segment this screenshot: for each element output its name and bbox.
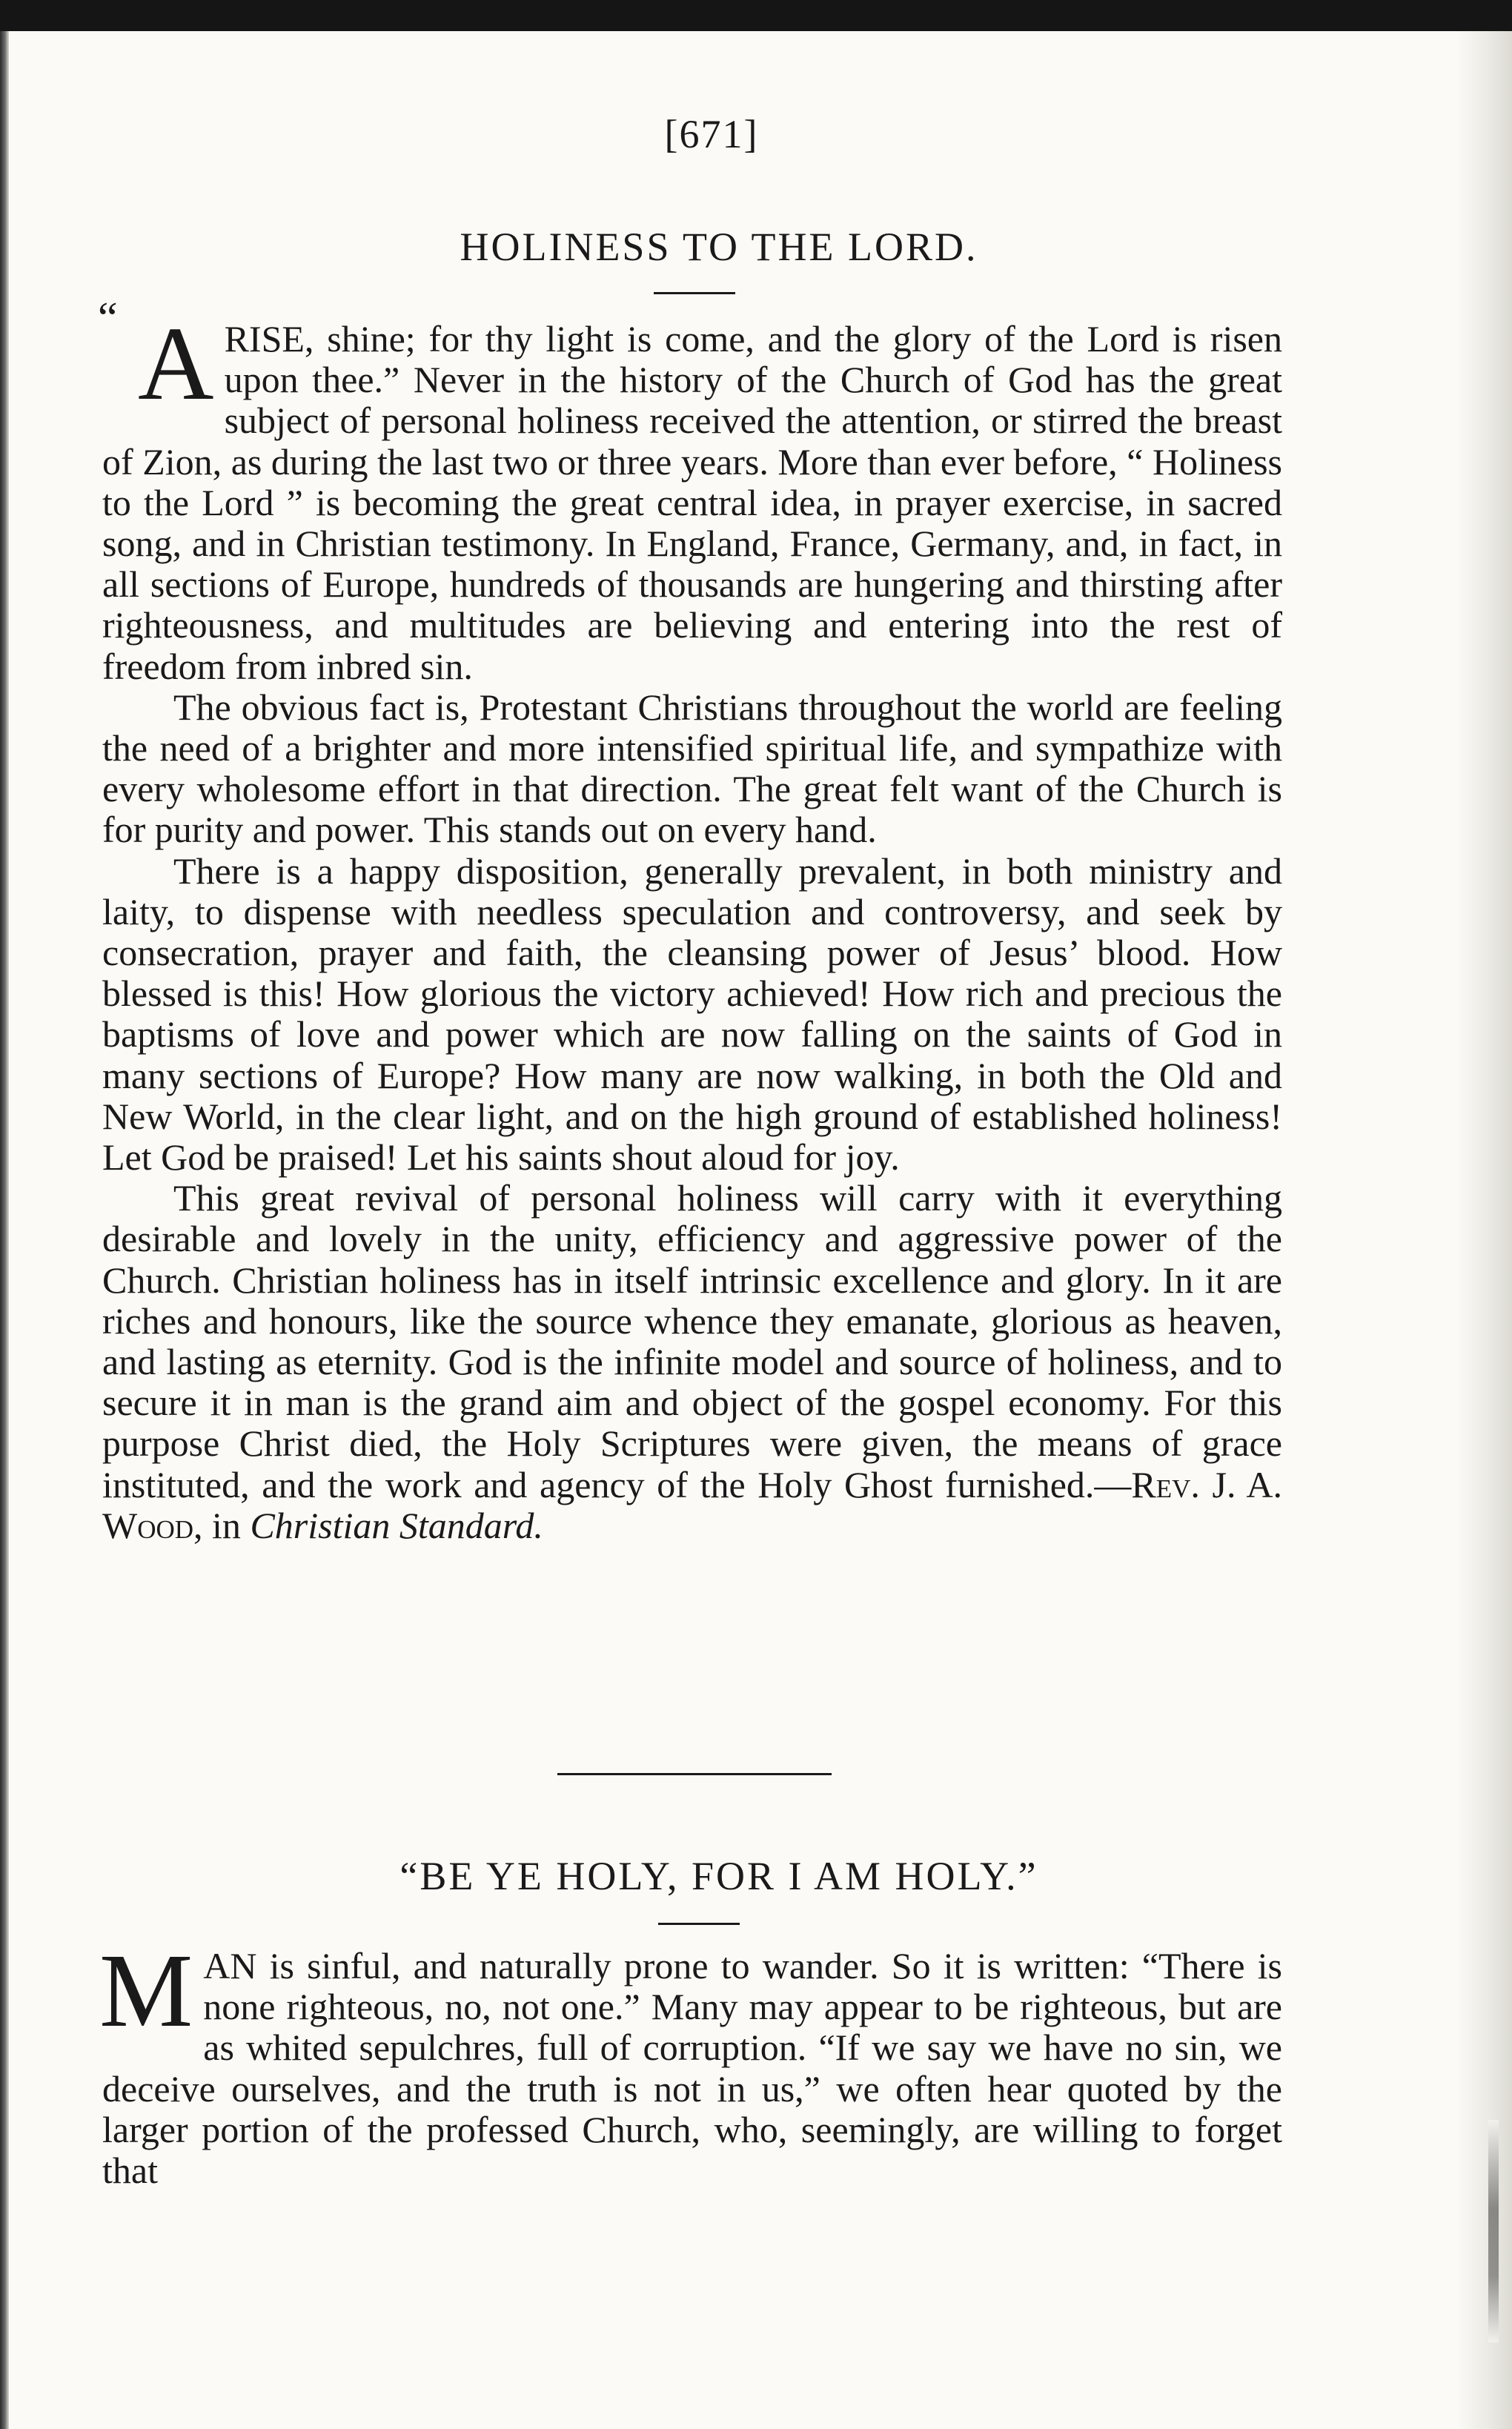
title-underline-2 <box>658 1923 740 1925</box>
article-be-ye-holy-paragraph-1 <box>99 1932 1282 2192</box>
section-divider <box>557 1773 832 1775</box>
author-joiner: , in <box>193 1504 251 1546</box>
paragraph-text: AN is sinful, and naturally prone to wander. So it is written: “There is none righteous, no, not one.” Many may appear to be righteous, but are as whited sepulchres, full of corruption. “If we say we have no sin, we deceive ourselves, and the truth is not in us,” we often hear quoted by the larger portion of the professed Church, who, seemingly, are willing to forget that <box>102 1945 1282 2192</box>
article-title-be-ye-holy: “BE YE HOLY, FOR I AM HOLY.” <box>399 1854 1038 1898</box>
source-publication: Christian Standard. <box>250 1504 543 1546</box>
paragraph-4-text: This great revival of personal holiness will carry with it everything desirable and lovely in the unity, efficiency and aggressive power of the Church. Christian holiness has in itself intrinsic excellence and glory. In it are riches and honours, like the source whence they emanate, glorious as heaven, and lasting as eternity. God is the infinite model and source of holiness, and to secure it in man is the grand aim and object of the gospel economy. For this purpose Christ died, the Holy Scriptures were given, the means of grace instituted, and the work and agency of the Holy Ghost furnished.— <box>102 1177 1282 1505</box>
scan-binding-shadow <box>1488 2120 1499 2342</box>
article-be-ye-holy-body <box>99 1932 1282 2192</box>
paragraph-1-text: RISE, shine; for thy light is come, and the glory of the Lord is risen upon thee.” Never in the history of the Church of God has the great subject of personal holiness received the attention, or stirred the breast of Zion, as during the last two or three years. More than ever before, “ Holiness to the Lord ” is becoming the great central idea, in prayer exercise, in sacred song, and in Christian testimony. In England, France, Germany, and, in fact, in all sections of Europe, hundreds of thousands are hungering and thirsting after righteousness, and multitudes are believing and entering into the rest of freedom from inbred sin. <box>102 318 1282 687</box>
author-name: Rev. J. A. Wood <box>102 1463 1283 1546</box>
scan-top-border <box>0 0 1512 31</box>
title-underline-1 <box>654 292 735 294</box>
article-holiness-paragraph-3: There is a happy disposition, generally prevalent, in both ministry and laity, to dispense with needless speculation and controversy, and seek by consecration, prayer and faith, the cleansing power of Jesus’ blood. How blessed is this! How glorious the victory achieved! How rich and precious the baptisms of love and power which are now falling on the saints of God in many sections of Europe? How many are now walking, in both the Old and New World, in the clear light, and on the high ground of established holiness! Let God be praised! Let his saints shout aloud for joy. <box>102 849 1282 1179</box>
drop-cap-m: M <box>99 1932 193 2049</box>
opening-quote-mark: “ <box>98 294 118 342</box>
article-holiness-paragraph-1 <box>98 294 1282 687</box>
page-number: [671] <box>664 112 759 156</box>
article-holiness-paragraph-2: The obvious fact is, Protestant Christians throughout the world are feeling the need of a brighter and more intensified spiritual life, and sympathize with every wholesome effort in that direction. The great felt want of the Church is for purity and power. This stands out on every hand. <box>102 686 1282 851</box>
scan-right-edge <box>1456 31 1512 2429</box>
article-holiness-paragraph-4 <box>102 1178 1282 1546</box>
scan-left-edge <box>0 31 9 2429</box>
article-title-holiness: HOLINESS TO THE LORD. <box>460 225 978 269</box>
drop-cap-a: A <box>138 305 214 422</box>
article-holiness-body <box>98 294 1283 1546</box>
